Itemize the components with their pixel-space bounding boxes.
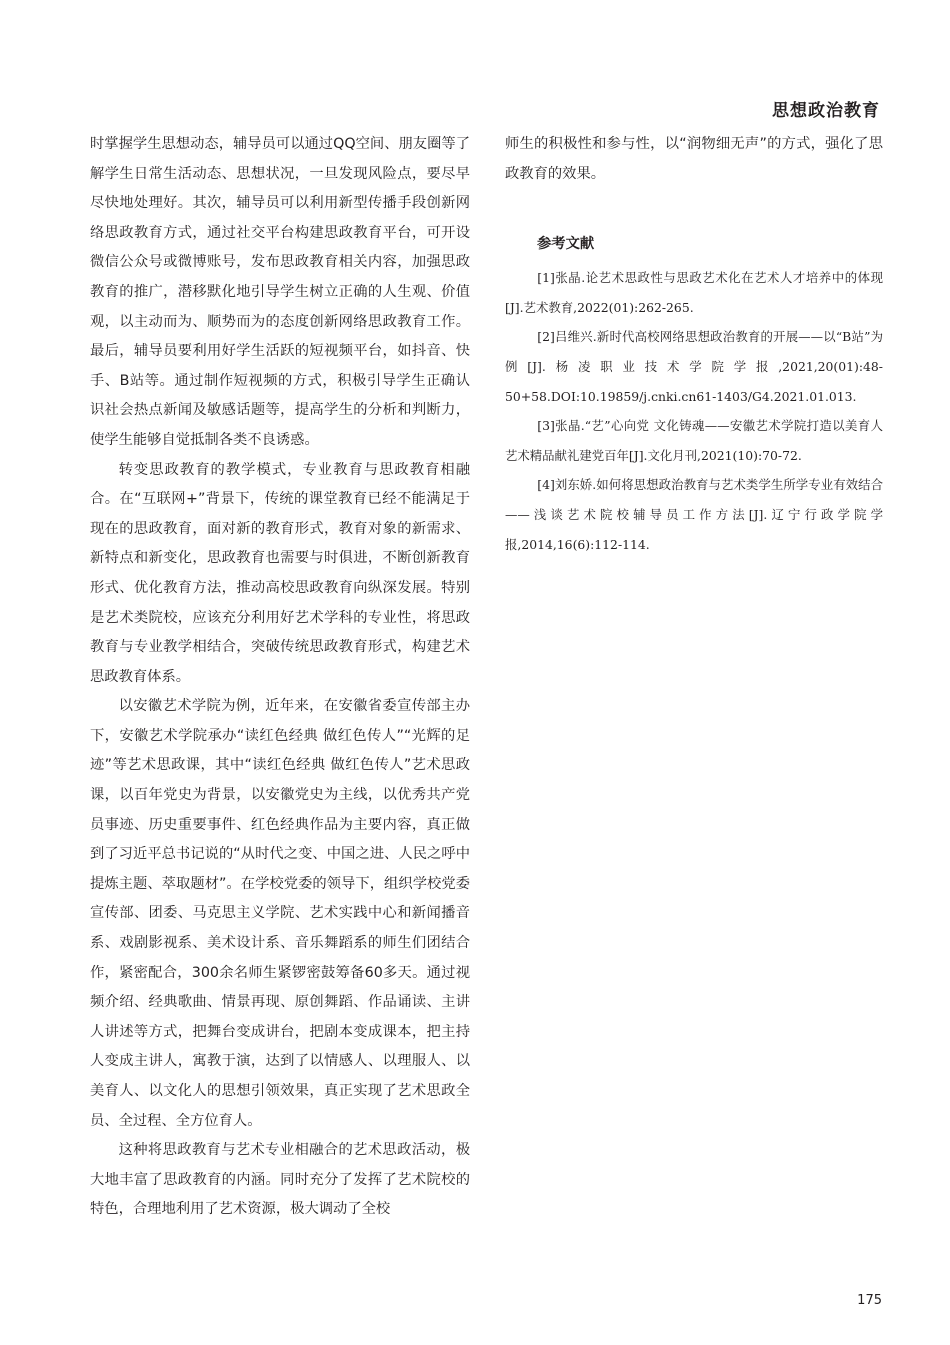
page-number: 175 [857,1293,882,1308]
body-paragraph-continued: 师生的积极性和参与性，以“润物细无声”的方式，强化了思政教育的效果。 [505,136,883,182]
body-paragraph-4: 这种将思政教育与艺术专业相融合的艺术思政活动，极大地丰富了思政教育的内涵。同时充分了发挥了艺术院校的特色，合理地利用了艺术资源，极大调动了全校 [90,1142,470,1218]
body-paragraph-1: 时掌握学生思想动态，辅导员可以通过QQ空间、朋友圈等了解学生日常生活动态、思想状况，一旦发现风险点，要尽早尽快地处理好。其次，辅导员可以利用新型传播手段创新网络思政教育方式，通过社交平台构建思政教育平台，可开设微信公众号或微博账号，发布思政教育相关内容，加强思政教育的推广，潜移默化地引导学生树立正确的人生观、价值观，以主动而为、顺势而为的态度创新网络思政教育工作。最后，辅导员要利用好学生活跃的短视频平台，如抖音、快手、B站等。通过制作短视频的方式，积极引导学生正确认识社会热点新闻及敏感话题等，提高学生的分析和判断力，使学生能够自觉抵制各类不良诱惑。 [90,136,470,448]
body-paragraph-2: 转变思政教育的教学模式，专业教育与思政教育相融合。在“互联网+”背景下，传统的课堂教育已经不能满足于现在的思政教育，面对新的教育形式，教育对象的新需求、新特点和新变化，思政教育也需要与时俱进，不断创新教育形式、优化教育方法，推动高校思政教育向纵深发展。特别是艺术类院校，应该充分利用好艺术学科的专业性，将思政教育与专业教学相结合，突破传统思政教育形式，构建艺术思政教育体系。 [90,461,470,685]
right-column [505,130,883,559]
reference-item: [4]刘东娇.如何将思想政治教育与艺术类学生所学专业有效结合——浅谈艺术院校辅导员工作方法[J].辽宁行政学院学报,2014,16(6):112-114. [505,477,883,552]
reference-item: [3]张晶.“艺”心向党 文化铸魂——安徽艺术学院打造以美育人艺术精品献礼建党百年[J].文化月刊,2021(10):70-72. [505,418,883,463]
body-paragraph-3: 以安徽艺术学院为例，近年来，在安徽省委宣传部主办下，安徽艺术学院承办“读红色经典 做红色传人”“光辉的足迹”等艺术思政课，其中“读红色经典 做红色传人”艺术思政课，以百年党史为背景，以安徽党史为主线，以优秀共产党员事迹、历史重要事件、红色经典作品为主要内容，真正做到了习近平总书记说的“从时代之变、中国之进、人民之呼中提炼主题、萃取题材”。在学校党委的领导下，组织学校党委宣传部、团委、马克思主义学院、艺术实践中心和新闻播音系、戏剧影视系、美术设计系、音乐舞蹈系的师生们团结合作，紧密配合，300余名师生紧锣密鼓筹备60多天。通过视频介绍、经典歌曲、情景再现、原创舞蹈、作品诵读、主讲人讲述等方式，把舞台变成讲台，把剧本变成课本，把主持人变成主讲人，寓教于演，达到了以情感人、以理服人、以美育人、以文化人的思想引领效果，真正实现了艺术思政全员、全过程、全方位育人。 [90,698,470,1129]
reference-item: [1]张晶.论艺术思政性与思政艺术化在艺术人才培养中的体现[J].艺术教育,2022(01):262-265. [505,270,883,315]
references-heading: 参考文献 [537,236,595,253]
left-column [90,130,470,1225]
references-list [505,263,883,559]
reference-item: [2]吕维兴.新时代高校网络思想政治教育的开展——以“B站”为例[J].杨凌职业技术学院学报,2021,20(01):48-50+58.DOI:10.19859/j.cnki.cn61-1403/G4.2021.01.013. [505,329,883,404]
section-title: 思想政治教育 [772,101,880,121]
